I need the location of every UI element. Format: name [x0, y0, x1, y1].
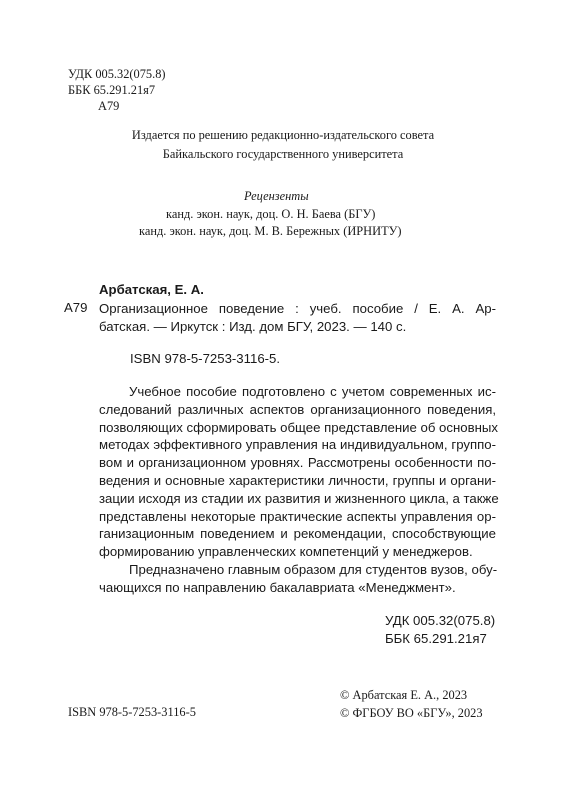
copyright-org: © ФГБОУ ВО «БГУ», 2023 [340, 706, 483, 720]
footer-isbn: ISBN 978-5-7253-3116-5 [68, 705, 196, 719]
bbk-bottom: ББК 65.291.21я7 [385, 631, 487, 646]
abstract-line: Предназначено главным образом для студентов вузов, обу- [129, 562, 498, 577]
description-line: Организационное поведение : учеб. пособие / Е. А. Ар- [99, 301, 496, 316]
abstract-line: методах эффективного управления на индивидуальном, группо- [99, 437, 496, 453]
abstract-line: представлены некоторые практические аспекты управления ор- [99, 508, 496, 524]
bbk-code: ББК 65.291.21я7 [68, 83, 156, 97]
udk-bottom: УДК 005.32(075.8) [385, 613, 496, 628]
description-line: батская. — Иркутск : Изд. дом БГУ, 2023. — 140 с. [99, 318, 407, 334]
bibliographic-description [99, 301, 496, 337]
bibliographic-mark: А79 [64, 300, 88, 315]
abstract-line: следований различных аспектов организационного поведения, [99, 401, 496, 417]
isbn-entry: ISBN 978-5-7253-3116-5. [130, 351, 281, 366]
abstract-line: вом и организационном уровнях. Рассмотрены особенности по- [99, 455, 496, 471]
abstract-line: ганизационным поведением и рекомендации, способствующие [99, 526, 496, 542]
abstract-paragraph-2 [99, 562, 496, 598]
reviewer-2: канд. экон. наук, доц. М. В. Бережных (ИРНИТУ) [139, 224, 402, 238]
publication-note-line-1: Издается по решению редакционно-издательского совета [131, 128, 435, 142]
abstract-line: чающихся по направлению бакалавриата «Менеджмент». [99, 579, 456, 595]
abstract-line: позволяющих сформировать общее представление об основных [99, 419, 498, 435]
author-mark: А79 [98, 99, 120, 113]
copyright-author: © Арбатская Е. А., 2023 [340, 688, 468, 702]
abstract-line: зации исходя из стадии их развития и жизненного цикла, а также [99, 490, 499, 506]
abstract-line: Учебное пособие подготовлено с учетом современных ис- [129, 384, 496, 399]
abstract-paragraph-1 [99, 384, 499, 562]
reviewer-1: канд. экон. наук, доц. О. Н. Баева (БГУ) [166, 207, 376, 221]
publication-note-line-2: Байкальского государственного университета [162, 147, 404, 161]
udk-code: УДК 005.32(075.8) [68, 67, 166, 81]
author-heading: Арбатская, Е. А. [99, 282, 204, 297]
abstract-line: ведения и основные характеристики личности, группы и органи- [99, 472, 496, 488]
abstract-line: формированию управленческих компетенций у менеджеров. [99, 544, 473, 560]
reviewers-heading: Рецензенты [244, 189, 309, 203]
